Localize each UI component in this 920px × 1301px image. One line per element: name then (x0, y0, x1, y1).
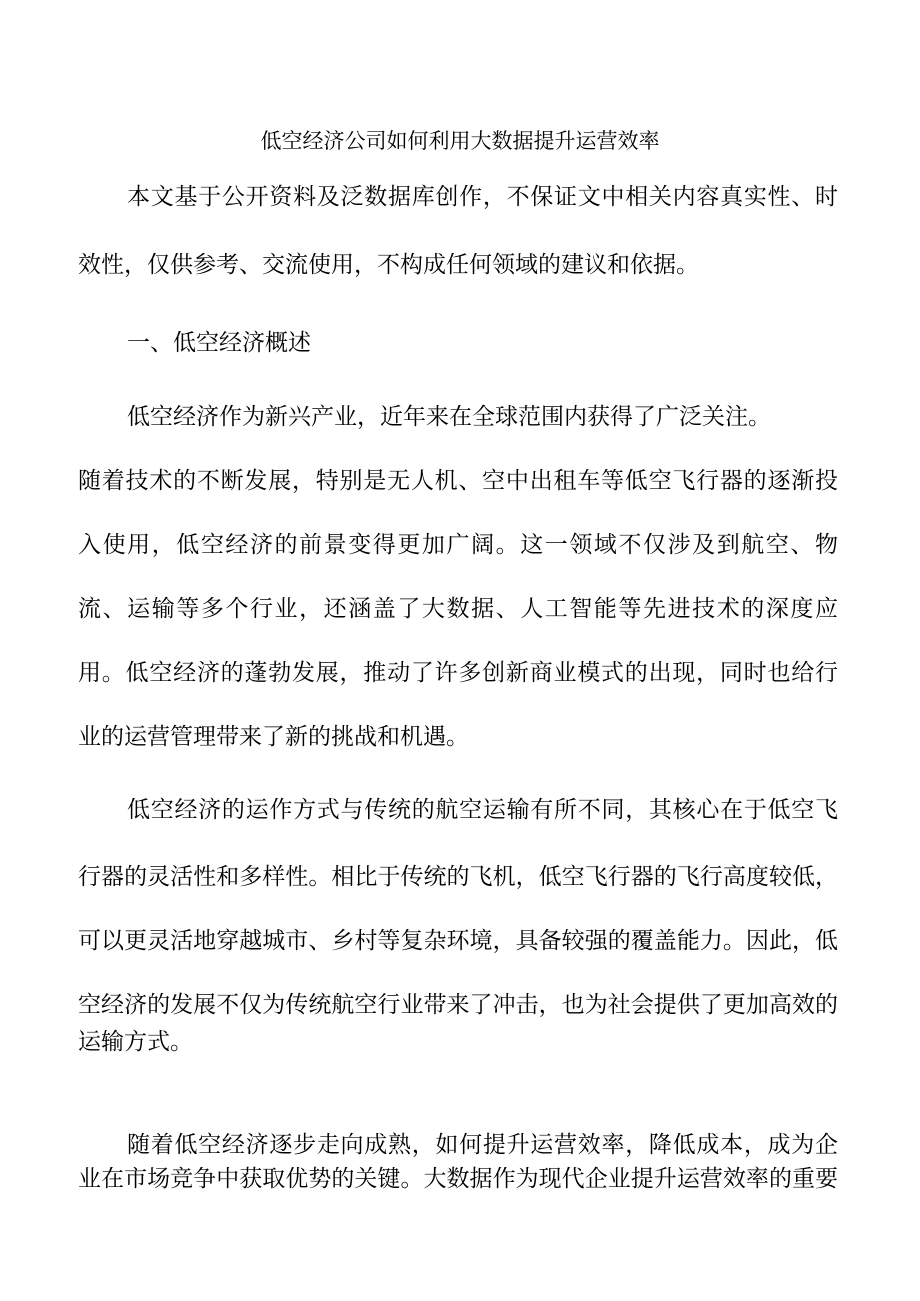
disclaimer-line-2: 效性，仅供参考、交流使用，不构成任何领域的建议和依据。 (78, 252, 699, 278)
paragraph2-line-5: 运输方式。 (78, 1029, 193, 1055)
paragraph2-line-3: 可以更灵活地穿越城市、乡村等复杂环境，具备较强的覆盖能力。因此，低 (78, 928, 838, 954)
paragraph3-line-2: 业在市场竞争中获取优势的关键。大数据作为现代企业提升运营效率的重要 (78, 1166, 838, 1192)
paragraph1-line-2: 随着技术的不断发展，特别是无人机、空中出租车等低空飞行器的逐渐投 (78, 468, 838, 494)
paragraph1-line-3: 入使用，低空经济的前景变得更加广阔。这一领域不仅涉及到航空、物 (78, 532, 838, 558)
paragraph3-line-1: 随着低空经济逐步走向成熟，如何提升运营效率，降低成本，成为企 (127, 1132, 838, 1158)
disclaimer-line-1: 本文基于公开资料及泛数据库创作，不保证文中相关内容真实性、时 (127, 184, 838, 210)
paragraph1-line-4: 流、运输等多个行业，还涵盖了大数据、人工智能等先进技术的深度应 (78, 596, 838, 622)
paragraph2-line-1: 低空经济的运作方式与传统的航空运输有所不同，其核心在于低空飞 (127, 797, 838, 823)
paragraph1-line-5: 用。低空经济的蓬勃发展，推动了许多创新商业模式的出现，同时也给行 (78, 660, 838, 686)
paragraph2-line-2: 行器的灵活性和多样性。相比于传统的飞机，低空飞行器的飞行高度较低， (78, 864, 838, 890)
section-heading: 一、低空经济概述 (127, 330, 311, 356)
document-title: 低空经济公司如何利用大数据提升运营效率 (260, 129, 660, 153)
paragraph1-line-6: 业的运营管理带来了新的挑战和机遇。 (78, 724, 469, 750)
paragraph2-line-4: 空经济的发展不仅为传统航空行业带来了冲击，也为社会提供了更加高效的 (78, 992, 838, 1018)
paragraph1-line-1: 低空经济作为新兴产业，近年来在全球范围内获得了广泛关注。 (127, 404, 771, 430)
